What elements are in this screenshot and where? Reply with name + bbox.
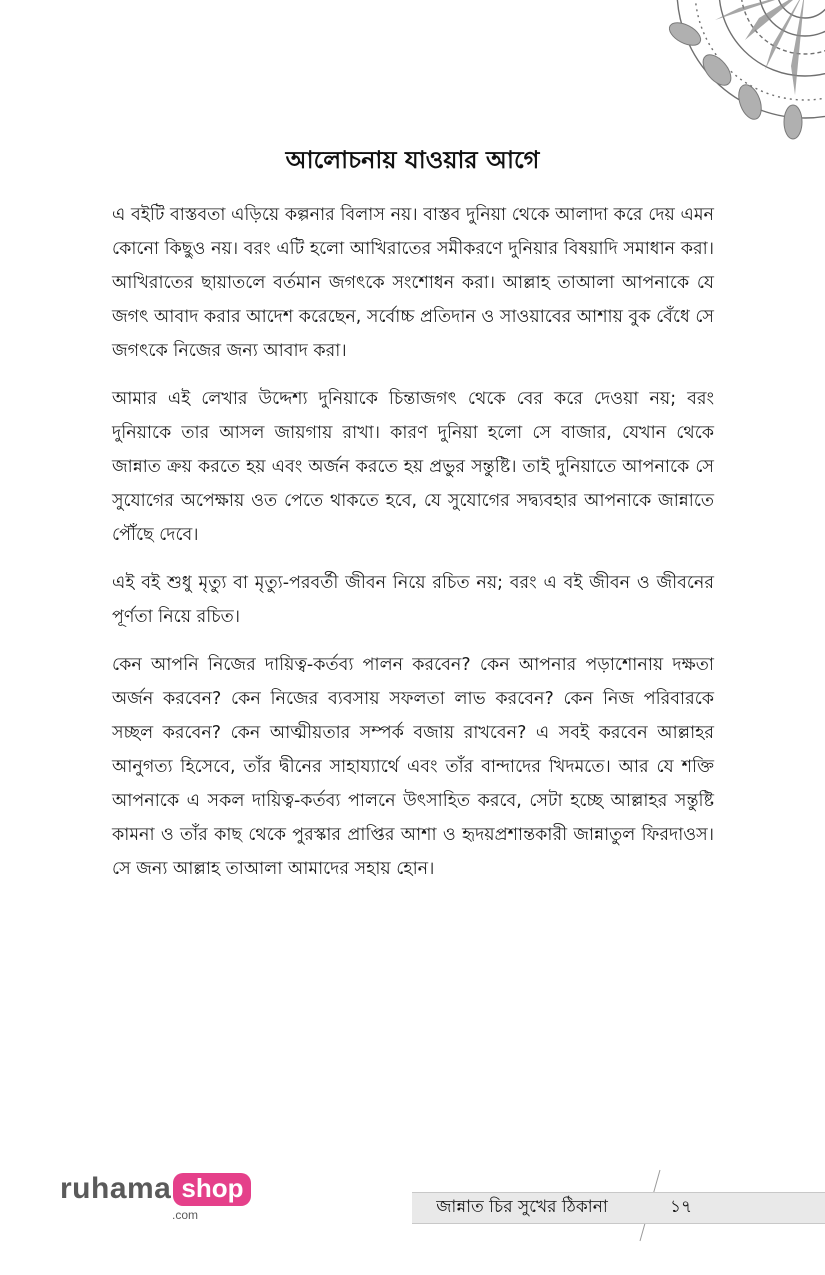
body-text — [112, 198, 714, 900]
ruhamashop-logo — [60, 1172, 251, 1220]
mandala-ornament — [655, 0, 825, 150]
paragraph: এ বইটি বাস্তবতা এড়িয়ে কল্পনার বিলাস নয়। বাস্তব দুনিয়া থেকে আলাদা করে দেয় এমন কোনো কিছুও নয়। বরং এটি হলো আখিরাতের সমীকরণে দুনিয়ার বিষয়াদি সমাধান করা। আখিরাতের ছায়াতলে বর্তমান জগৎকে সংশোধন করা। আল্লাহ তাআলা আপনাকে যে জগৎ আবাদ করার আদেশ করেছেন, সর্বোচ্চ প্রতিদান ও সাওয়াবের আশায় বুক বেঁধে সে জগৎকে নিজের জন্য আবাদ করা। — [112, 205, 714, 361]
logo-main-text: ruhama — [60, 1172, 172, 1205]
logo-shop-badge: shop — [173, 1173, 251, 1206]
page-number: ১৭ — [669, 1197, 693, 1217]
paragraph: কেন আপনি নিজের দায়িত্ব-কর্তব্য পালন করবেন? কেন আপনার পড়াশোনায় দক্ষতা অর্জন করবেন? কেন নিজের ব্যবসায় সফলতা লাভ করবেন? কেন নিজ পরিবারকে সচ্ছল করবেন? কেন আত্মীয়তার সম্পর্ক বজায় রাখবেন? এ সবই করবেন আল্লাহর আনুগত্য হিসেবে, তাঁর দ্বীনের সাহায্যার্থে এবং তাঁর বান্দাদের খিদমতে। আর যে শক্তি আপনাকে এ সকল দায়িত্ব-কর্তব্য পালনে উৎসাহিত করবে, সেটা হচ্ছে আল্লাহর সন্তুষ্টি কামনা ও তাঁর কাছ থেকে পুরস্কার প্রাপ্তির আশা ও হৃদয়প্রশান্তকারী জান্নাতুল ফিরদাওস। সে জন্য আল্লাহ তাআলা আমাদের সহায় হোন। — [112, 655, 714, 879]
paragraph: আমার এই লেখার উদ্দেশ্য দুনিয়াকে চিন্তাজগৎ থেকে বের করে দেওয়া নয়; বরং দুনিয়াকে তার আসল জায়গায় রাখা। কারণ দুনিয়া হলো সে বাজার, যেখান থেকে জান্নাত ক্রয় করতে হয় এবং অর্জন করতে হয় প্রভুর সন্তুষ্টি। তাই দুনিয়াতে আপনাকে সে সুযোগের অপেক্ষায় ওত পেতে থাকতে হবে, যে সুযোগের সদ্ব্যবহার আপনাকে জান্নাতে পৌঁছে দেবে। — [112, 389, 714, 545]
logo-domain-text: .com — [172, 1208, 199, 1222]
page-title: আলোচনায় যাওয়ার আগে — [285, 146, 540, 174]
footer-book-title: জান্নাত চির সুখের ঠিকানা — [436, 1197, 608, 1217]
paragraph: এই বই শুধু মৃত্যু বা মৃত্যু-পরবর্তী জীবন নিয়ে রচিত নয়; বরং এ বই জীবন ও জীবনের পূর্ণতা নিয়ে রচিত। — [112, 573, 714, 627]
